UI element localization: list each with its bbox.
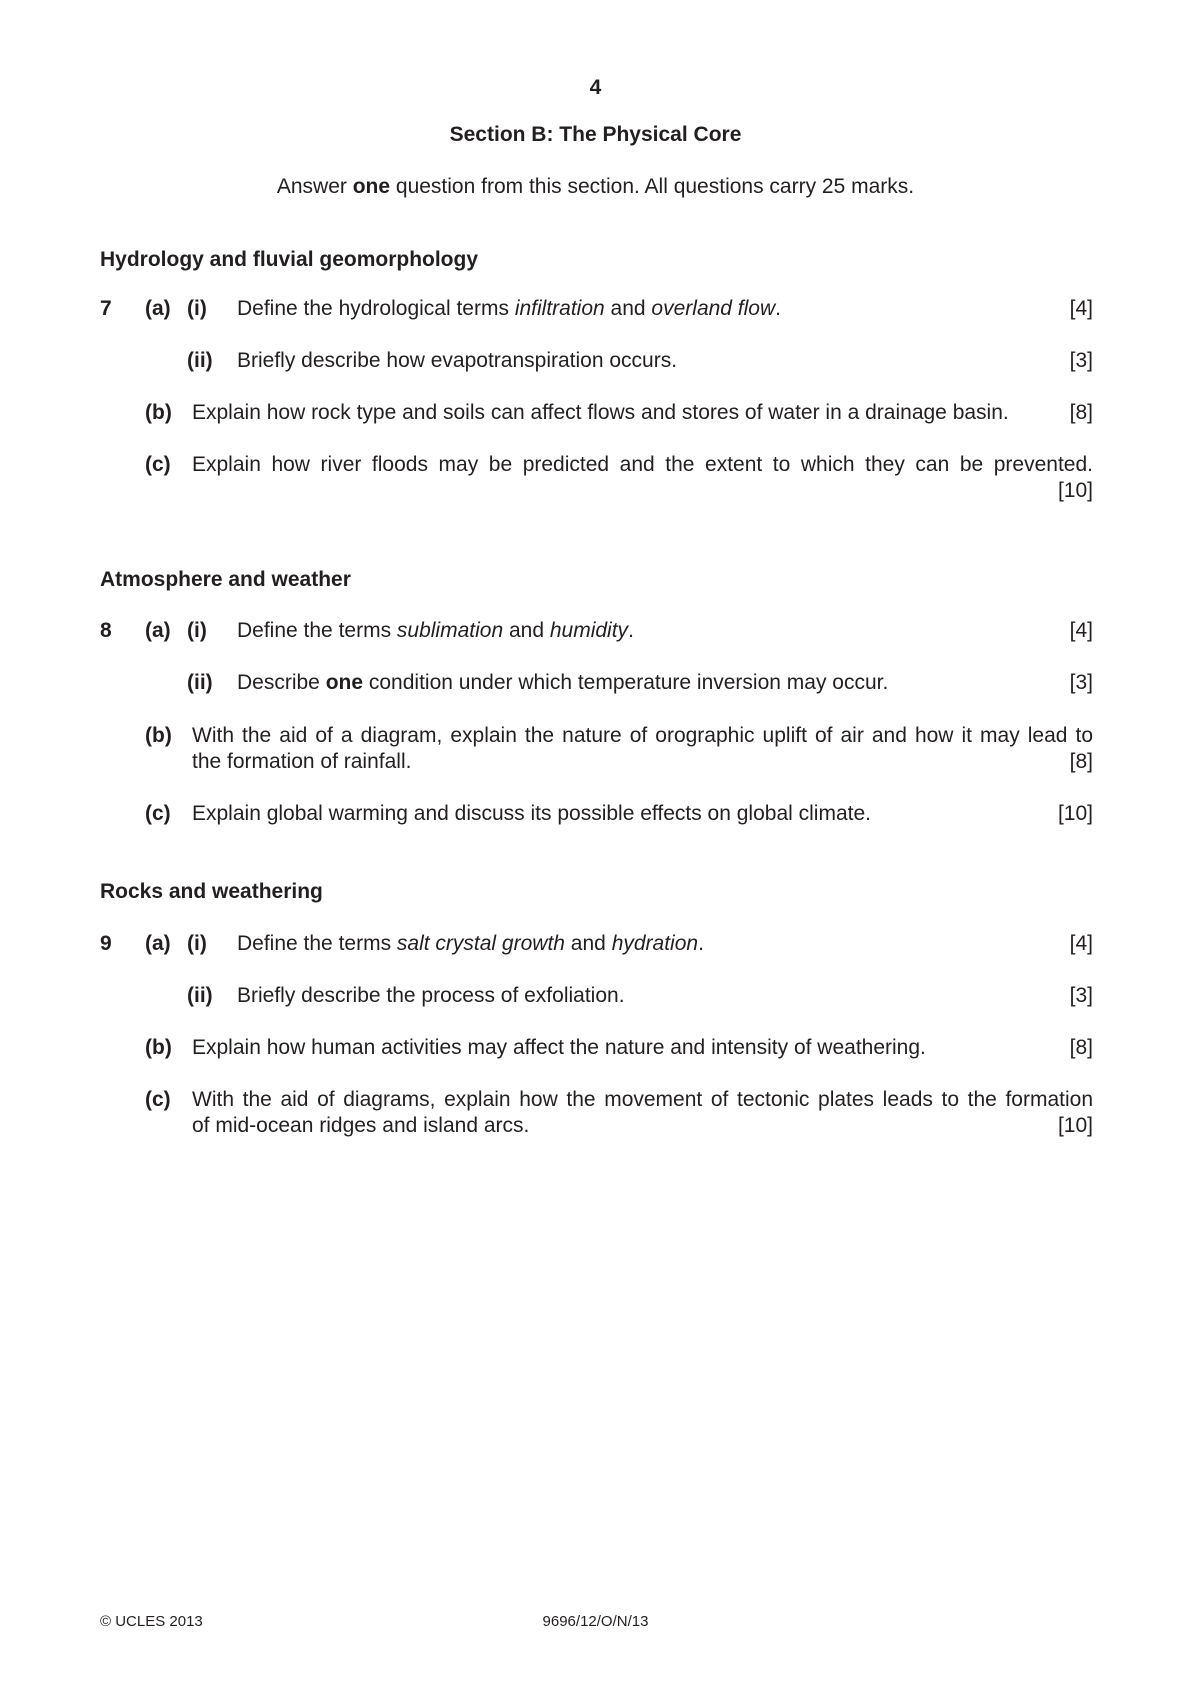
page-number: 4 (589, 76, 602, 99)
topic-heading-rocks: Rocks and weathering (100, 880, 323, 903)
part-label: (c) (145, 802, 171, 825)
topic-heading-hydrology: Hydrology and fluvial geomorphology (100, 248, 479, 271)
marks: [4] (1069, 619, 1093, 642)
footer-copyright: © UCLES 2013 (100, 1613, 203, 1630)
question-text: Explain how rock type and soils can affect flows and stores of water in a drainage basin. (192, 401, 1009, 424)
subpart-label: (ii) (187, 671, 213, 694)
question-text: Describe one condition under which temperature inversion may occur. (237, 671, 889, 694)
section-instruction (0, 175, 1191, 199)
part-label: (c) (145, 1088, 171, 1111)
footer-paper-code: 9696/12/O/N/13 (542, 1613, 649, 1630)
subpart-label: (ii) (187, 349, 213, 372)
instruction-emphasis: one (352, 175, 391, 198)
subpart-label: (i) (187, 297, 207, 320)
instruction-text: Answer (276, 175, 353, 198)
question-number: 7 (100, 297, 112, 320)
marks: [8] (1069, 401, 1093, 424)
part-label: (b) (145, 724, 172, 747)
question-number: 8 (100, 619, 112, 642)
question-text-line-2: of mid-ocean ridges and island arcs. (192, 1114, 530, 1137)
instruction-text-end: question from this section. All questions carry 25 marks. (390, 175, 915, 198)
question-text-line-1: With the aid of a diagram, explain the nature of orographic uplift of air and how it may lead to (192, 724, 1093, 747)
section-title: Section B: The Physical Core (449, 123, 742, 146)
marks: [3] (1069, 984, 1093, 1007)
topic-heading-atmosphere: Atmosphere and weather (100, 568, 351, 591)
question-number: 9 (100, 932, 112, 955)
marks: [8] (1069, 1036, 1093, 1059)
question-text-line-2: the formation of rainfall. (192, 750, 412, 773)
marks: [8] (1069, 750, 1093, 773)
question-text: Explain how human activities may affect the nature and intensity of weathering. (192, 1036, 926, 1059)
question-text: Explain how river floods may be predicted and the extent to which they can be prevented. (192, 453, 1093, 476)
marks: [10] (1057, 802, 1093, 825)
part-label: (c) (145, 453, 171, 476)
marks: [3] (1069, 671, 1093, 694)
marks: [10] (1057, 1114, 1093, 1137)
question-text: Briefly describe how evapotranspiration occurs. (237, 349, 678, 372)
part-label: (b) (145, 1036, 172, 1059)
question-text: Explain global warming and discuss its possible effects on global climate. (192, 802, 871, 825)
question-text-line-1: With the aid of diagrams, explain how the movement of tectonic plates leads to the formation (192, 1088, 1093, 1111)
marks: [4] (1069, 297, 1093, 320)
question-text: Define the terms sublimation and humidity. (237, 619, 634, 642)
part-label: (b) (145, 401, 172, 424)
question-text: Define the terms salt crystal growth and hydration. (237, 932, 704, 955)
subpart-label: (ii) (187, 984, 213, 1007)
subpart-label: (i) (187, 932, 207, 955)
question-text: Briefly describe the process of exfoliation. (237, 984, 625, 1007)
part-label: (a) (145, 619, 171, 642)
part-label: (a) (145, 932, 171, 955)
part-label: (a) (145, 297, 171, 320)
subpart-label: (i) (187, 619, 207, 642)
marks: [3] (1069, 349, 1093, 372)
marks: [4] (1069, 932, 1093, 955)
marks: [10] (1057, 479, 1093, 502)
question-text: Define the hydrological terms infiltration and overland flow. (237, 297, 781, 320)
